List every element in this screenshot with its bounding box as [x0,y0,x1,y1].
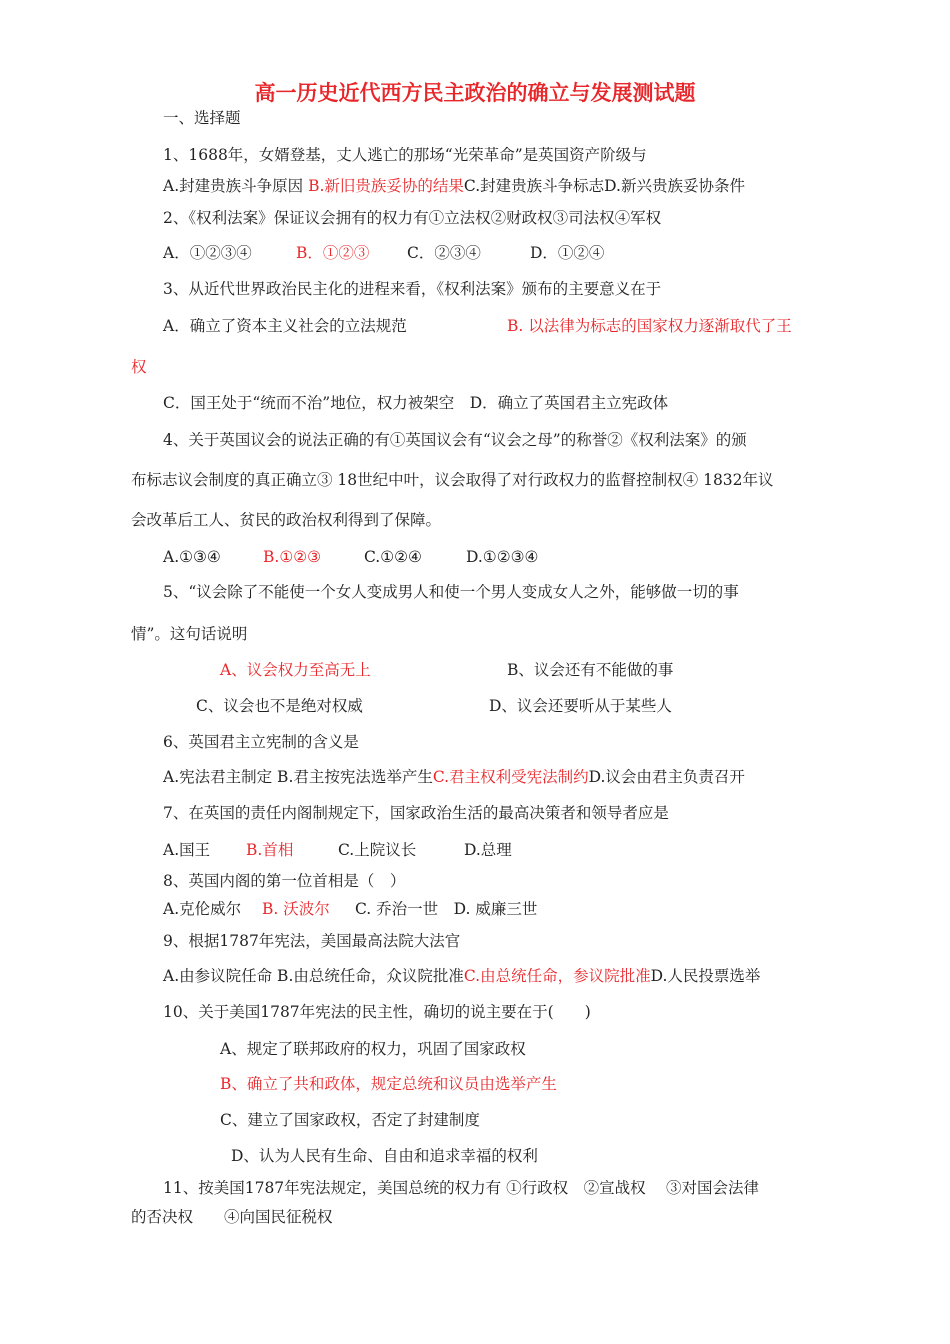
q4-option-d: D.①②③④ [466,548,539,566]
q9-options-ab: A.由参议院任命 B.由总统任命，众议院批准 [163,967,464,985]
q2-option-b-answer: B．①②③ [296,244,370,262]
q7-option-b-answer: B.首相 [246,841,294,859]
q6-options-ab: A.宪法君主制定 B.君主按宪法选举产生 [163,768,433,786]
question-1-options [163,176,745,196]
q8-options-cd: C. 乔治一世 D. 威廉三世 [355,900,538,918]
question-1-stem: 1、1688年，女婿登基，丈人逃亡的那场“光荣革命”是英国资产阶级与 [163,146,647,164]
q7-option-a: A.国王 [163,841,211,859]
q5-option-b: B、议会还有不能做的事 [507,661,674,679]
question-5-stem: 5、“议会除了不能使一个女人变成男人和使一个男人变成女人之外，能够做一切的事 [163,583,739,601]
q1-option-d: D.新兴贵族妥协条件 [604,177,745,195]
question-6-stem: 6、英国君主立宪制的含义是 [163,733,359,751]
q6-option-d: D.议会由君主负责召开 [588,768,745,786]
q8-option-a: A.克伦威尔 [163,900,242,918]
q9-option-c-answer: C.由总统任命，参议院批准 [463,967,651,985]
q3-option-b-answer: B. 以法律为标志的国家权力逐渐取代了王 [507,317,792,335]
q1-option-c: C.封建贵族斗争标志 [463,177,605,195]
question-4-stem-cont: 布标志议会制度的真正确立③ 18世纪中叶，议会取得了对行政权力的监督控制权④ 1832年议 [131,471,774,489]
question-5-stem-cont: 情”。这句话说明 [131,625,248,643]
q5-option-d: D、议会还要听从于某些人 [489,697,672,715]
q9-option-d: D.人民投票选举 [650,967,761,985]
page-title: 高一历史近代西方民主政治的确立与发展测试题 [254,81,696,105]
question-9-stem: 9、根据1787年宪法，美国最高法院大法官 [163,932,461,950]
question-2-stem: 2、《权利法案》保证议会拥有的权力有①立法权②财政权③司法权④军权 [163,209,662,227]
q4-option-a: A.①③④ [163,548,221,566]
q5-option-c: C、议会也不是绝对权威 [196,697,363,715]
question-10-stem: 10、关于美国1787年宪法的民主性，确切的说主要在于( ) [163,1003,591,1021]
question-11-stem-cont: 的否决权 ④向国民征税权 [131,1208,333,1226]
q8-option-b-answer: B. 沃波尔 [262,900,330,918]
question-4-stem-end: 会改革后工人、贫民的政治权利得到了保障。 [131,511,442,529]
question-6-options [163,767,745,787]
question-4-stem: 4、关于英国议会的说法正确的有①英国议会有“议会之母”的称誉②《权利法案》的颁 [163,431,747,449]
question-7-stem: 7、在英国的责任内阁制规定下，国家政治生活的最高决策者和领导者应是 [163,804,669,822]
q1-option-a: A.封建贵族斗争原因 [163,177,309,195]
q2-option-a: A．①②③④ [163,244,252,262]
q7-option-d: D.总理 [464,841,512,859]
q4-option-b-answer: B.①②③ [263,548,322,566]
question-9-options [163,966,760,986]
q2-option-d: D．①②④ [530,244,605,262]
q3-option-b-answer-cont: 权 [131,358,147,376]
question-3-stem: 3、从近代世界政治民主化的进程来看，《权利法案》颁布的主要意义在于 [163,280,662,298]
section-heading: 一、选择题 [163,109,241,127]
q10-option-d: D、认为人民有生命、自由和追求幸福的权利 [231,1147,538,1165]
q3-options-cd: C．国王处于“统而不治”地位，权力被架空 D．确立了英国君主立宪政体 [163,394,669,412]
q2-option-c: C．②③④ [407,244,481,262]
q3-option-a: A．确立了资本主义社会的立法规范 [163,317,407,335]
question-11-stem: 11、按美国1787年宪法规定，美国总统的权力有 ①行政权 ②宣战权 ③对国会法律 [163,1179,760,1197]
q1-option-b-answer: B.新旧贵族妥协的结果 [308,177,464,195]
q7-option-c: C.上院议长 [338,841,417,859]
q5-option-a-answer: A、议会权力至高无上 [220,661,371,679]
q10-option-a: A、规定了联邦政府的权力，巩固了国家政权 [220,1040,526,1058]
question-8-stem: 8、英国内阁的第一位首相是（ ） [163,872,406,890]
q10-option-c: C、建立了国家政权，否定了封建制度 [220,1111,480,1129]
q4-option-c: C.①②④ [364,548,422,566]
q6-option-c-answer: C.君主权利受宪法制约 [432,768,589,786]
q10-option-b-answer: B、确立了共和政体，规定总统和议员由选举产生 [220,1075,557,1093]
